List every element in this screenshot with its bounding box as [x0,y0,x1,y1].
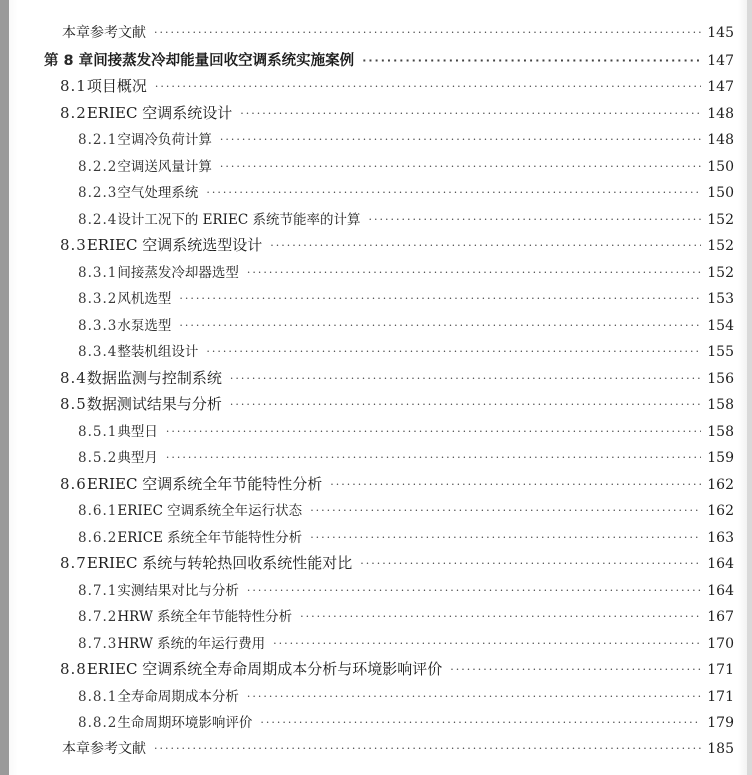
toc-entry-number: 8.7.1 [78,582,118,599]
toc-entry[interactable] [62,738,734,762]
dot-leader [155,80,701,93]
toc-entry-page: 152 [707,238,734,254]
toc-entry-page: 156 [707,370,734,387]
toc-entry-title: ERICE 系统全年节能特性分析 [117,529,303,546]
dot-leader [300,610,701,623]
toc-entry-title: ERIEC 空调系统全年运行状态 [117,503,303,519]
toc-entry[interactable] [78,632,734,656]
toc-entry-number: 8.8.1 [78,688,118,705]
toc-entry-title: 设计工况下的 ERIEC 系统节能率的计算 [117,211,361,228]
toc-entry-page: 158 [707,423,734,440]
dot-leader [273,637,701,650]
toc-entry-number: 8.6 [60,474,87,493]
toc-entry-page: 153 [707,291,734,307]
toc-entry-title: ERIEC 系统与转轮热回收系统性能对比 [86,554,353,572]
toc-entry[interactable] [78,340,734,364]
toc-entry-title: 生命周期环境影响评价 [117,715,253,731]
dot-leader [450,663,701,676]
toc-entry-page: 164 [707,582,734,599]
dot-leader [362,54,701,67]
toc-entry-page: 154 [707,317,734,334]
toc-entry-number: 8.5.2 [78,450,118,466]
dot-leader [310,504,701,517]
toc-entry[interactable] [60,552,734,576]
toc-entry-number: 8.6.2 [78,529,118,546]
toc-entry-number: 8.3 [60,236,87,254]
toc-entry-page: 145 [707,25,734,41]
dot-leader [360,557,701,570]
toc-entry-page: 148 [707,105,734,122]
toc-entry-title: ERIEC 空调系统全寿命周期成本分析与环境影响评价 [86,660,443,678]
toc-entry-title: ERIEC 空调系统全年节能特性分析 [86,474,323,493]
toc-entry-page: 152 [707,211,734,228]
toc-entry-number: 8.3.4 [78,344,118,360]
dot-leader [206,345,701,358]
toc-entry-number: 第 8 章 [44,52,94,69]
toc-entry[interactable] [60,102,734,126]
toc-entry-title: 间接蒸发冷却器选型 [117,264,239,281]
dot-leader [260,716,701,729]
toc-entry-title: 项目概况 [86,77,147,95]
dot-leader [330,478,701,491]
binding-shadow [0,0,9,775]
toc-entry-title: 实测结果对比与分析 [117,582,239,599]
toc-entry-page: 171 [707,688,734,705]
dot-leader [220,160,701,173]
toc-entry[interactable] [78,128,734,152]
toc-entry-page: 152 [707,264,734,281]
toc-entry[interactable] [78,711,734,735]
toc-entry-title: 空调送风量计算 [117,158,212,175]
toc-entry-title: HRW 系统的年运行费用 [117,635,266,652]
toc-entry[interactable] [78,526,734,550]
toc-entry[interactable] [78,420,734,444]
toc-entry-page: 159 [707,450,734,466]
toc-entry-title: 风机选型 [117,291,172,307]
toc-entry-page: 164 [707,556,734,572]
dot-leader [270,239,701,252]
toc-entry-number: 8.3.2 [78,291,118,307]
toc-entry-page: 185 [707,740,734,757]
toc-entry[interactable] [78,155,734,179]
toc-entry-page: 171 [707,662,734,678]
toc-entry[interactable] [60,393,734,417]
toc-entry-title: ERIEC 空调系统选型设计 [86,236,263,254]
toc-entry-number: 8.5 [60,395,87,413]
toc-entry-number: 8.2.1 [78,132,118,148]
toc-entry[interactable] [44,49,734,73]
dot-leader [166,425,701,438]
toc-entry-number: 8.3.3 [78,317,118,334]
dot-leader [179,319,701,332]
toc-entry[interactable] [78,314,734,338]
toc-entry[interactable] [60,367,734,391]
toc-entry-title: 空气处理系统 [117,185,199,201]
toc-entry-title: 本章参考文献 [62,740,146,757]
toc-entry-title: 整装机组设计 [117,344,199,360]
toc-entry-number: 8.1 [60,77,87,95]
toc-entry-page: 150 [707,158,734,175]
toc-entry-title: 数据测试结果与分析 [86,395,222,413]
dot-leader [230,372,701,385]
toc-entry-title: 典型日 [117,423,158,440]
toc-entry[interactable] [60,473,734,497]
toc-entry-page: 158 [707,397,734,413]
toc-entry-title: 间接蒸发冷却能量回收空调系统实施案例 [93,52,355,69]
toc-entry[interactable] [78,499,734,523]
dot-leader [247,690,701,703]
toc-entry[interactable] [78,579,734,603]
toc-entry-number: 8.6.1 [78,503,118,519]
toc-entry-page: 163 [707,529,734,546]
page-edge [747,0,752,775]
dot-leader [240,107,701,120]
toc-entry[interactable] [78,208,734,232]
toc-entry[interactable] [78,287,734,311]
toc-entry[interactable] [62,22,734,46]
toc-entry-title: 全寿命周期成本分析 [117,688,239,705]
toc-entry-number: 8.7.3 [78,635,118,652]
toc-entry-title: 典型月 [117,450,158,466]
toc-entry-number: 8.3.1 [78,264,118,281]
toc-entry-number: 8.5.1 [78,423,118,440]
dot-leader [247,266,701,279]
toc-entry-page: 147 [707,52,734,69]
toc-entry-page: 147 [707,79,734,95]
toc-entry[interactable] [78,261,734,285]
toc-entry-page: 179 [707,715,734,731]
toc-entry[interactable] [78,446,734,470]
toc-entry-title: 本章参考文献 [62,25,146,41]
dot-leader [166,451,701,464]
toc-entry-number: 8.4 [60,368,87,387]
toc-entry-page: 170 [707,635,734,652]
toc-entry-title: 水泵选型 [117,317,172,334]
toc-entry-title: 空调冷负荷计算 [117,132,212,148]
dot-leader [154,742,701,755]
toc-entry-page: 167 [707,609,734,625]
toc-entry[interactable] [78,605,734,629]
toc-entry-number: 8.2.2 [78,158,118,175]
dot-leader [220,133,701,146]
toc-entry-page: 162 [707,503,734,519]
toc-entry-title: HRW 系统全年节能特性分析 [117,609,293,625]
toc-entry[interactable] [60,75,734,99]
dot-leader [310,531,701,544]
dot-leader [247,584,701,597]
toc-entry-number: 8.2.4 [78,211,118,228]
toc-entry[interactable] [78,685,734,709]
dot-leader [179,292,701,305]
dot-leader [154,26,701,39]
toc-entry-page: 150 [707,185,734,201]
toc-entry-number: 8.8 [60,660,87,678]
toc-entry-number: 8.2.3 [78,185,118,201]
toc-entry-number: 8.7 [60,554,87,572]
dot-leader [368,213,701,226]
toc-entry-page: 148 [707,132,734,148]
dot-leader [206,186,701,199]
toc-entry-number: 8.7.2 [78,609,118,625]
toc-entry[interactable] [78,181,734,205]
toc-entry[interactable] [60,234,734,258]
toc-entry-number: 8.8.2 [78,715,118,731]
toc-entry-number: 8.2 [60,103,87,122]
toc-entry-title: ERIEC 空调系统设计 [86,103,233,122]
toc-entry-title: 数据监测与控制系统 [86,368,222,387]
dot-leader [230,398,701,411]
toc-entry-page: 162 [707,476,734,493]
toc-entry[interactable] [60,658,734,682]
toc-entry-page: 155 [707,344,734,360]
